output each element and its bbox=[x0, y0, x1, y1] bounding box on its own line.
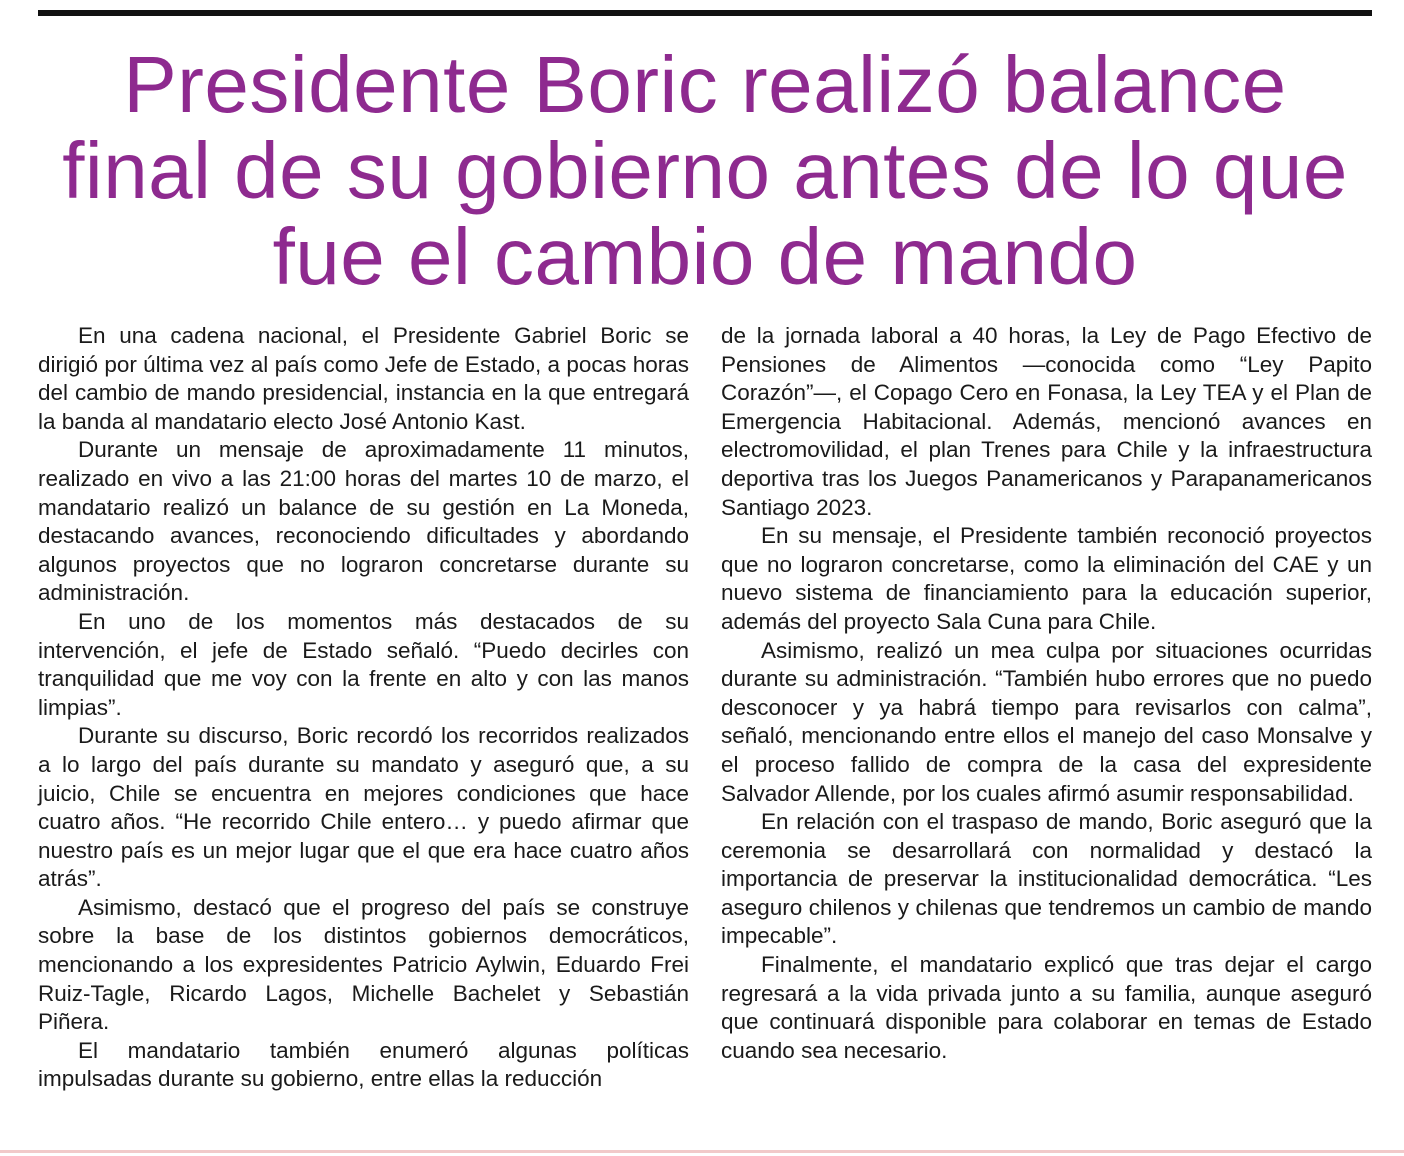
bottom-edge bbox=[0, 1150, 1404, 1153]
paragraph: En una cadena nacional, el Presidente Gabriel Boric se dirigió por última vez al país como Jefe de Estado, a pocas horas del cambio de mando presidencial, instancia en la que entregará la banda al mandatario electo José Antonio Kast. bbox=[38, 323, 689, 434]
paragraph-continued: de la jornada laboral a 40 horas, la Ley de Pago Efectivo de Pensiones de Alimentos —conocida como “Ley Papito Corazón”—, el Copago Cero en Fonasa, la Ley TEA y el Plan de Emergencia Habitacional. Además, mencionó avances en electromovilidad, el plan Trenes para Chile y la infraestructura deportiva tras los Juegos Panamericanos y Parapanamericanos Santiago 2023. bbox=[721, 323, 1372, 520]
paragraph: Durante su discurso, Boric recordó los recorridos realizados a lo largo del país durante su mandato y aseguró que, a su juicio, Chile se encuentra en mejores condiciones que hace cuatro años. “He recorrido Chile entero… y puedo afirmar que nuestro país es un mejor lugar que el que era hace cuatro años atrás”. bbox=[38, 723, 689, 892]
paragraph: En relación con el traspaso de mando, Boric aseguró que la ceremonia se desarrollará con normalidad y destacó la importancia de preservar la institucionalidad democrática. “Les aseguro chilenos y chilenas que tendremos un cambio de mando impecable”. bbox=[721, 809, 1372, 949]
top-rule bbox=[38, 10, 1372, 16]
article-body bbox=[38, 322, 1372, 1094]
paragraph: El mandatario también enumeró algunas políticas impulsadas durante su gobierno, entre ellas la reducción bbox=[38, 1037, 689, 1092]
paragraph: Durante un mensaje de aproximadamente 11 minutos, realizado en vivo a las 21:00 horas del martes 10 de marzo, el mandatario realizó un balance de su gestión en La Moneda, destacando avances, reconociendo dificultades y abordando algunos proyectos que no lograron concretarse durante su administración. bbox=[38, 437, 689, 606]
headline: Presidente Boric realizó balance final de su gobierno antes de lo que fue el cambio de mando bbox=[62, 40, 1348, 301]
paragraph: Asimismo, destacó que el progreso del país se construye sobre la base de los distintos gobiernos democráticos, mencionando a los expresidentes Patricio Aylwin, Eduardo Frei Ruiz-Tagle, Ricardo Lagos, Michelle Bachelet y Sebastián Piñera. bbox=[38, 894, 689, 1035]
paragraph: En uno de los momentos más destacados de su intervención, el jefe de Estado señaló. “Puedo decirles con tranquilidad que me voy con la frente en alto y con las manos limpias”. bbox=[38, 608, 689, 720]
paragraph: Finalmente, el mandatario explicó que tras dejar el cargo regresará a la vida privada junto a su familia, aunque aseguró que continuará disponible para colaborar en temas de Estado cuando sea necesario. bbox=[721, 952, 1372, 1063]
paragraph: Asimismo, realizó un mea culpa por situaciones ocurridas durante su administración. “También hubo errores que no puedo desconocer y ya habrá tiempo para revisarlos con calma”, señaló, mencionando entre ellos el manejo del caso Monsalve y el proceso fallido de compra de la casa del expresidente Salvador Allende, por los cuales afirmó asumir responsabilidad. bbox=[721, 637, 1372, 806]
right-column bbox=[721, 322, 1372, 1094]
paragraph: En su mensaje, el Presidente también reconoció proyectos que no lograron concretarse, como la eliminación del CAE y un nuevo sistema de financiamiento para la educación superior, además del proyecto Sala Cuna para Chile. bbox=[721, 523, 1372, 634]
left-column bbox=[38, 322, 689, 1094]
